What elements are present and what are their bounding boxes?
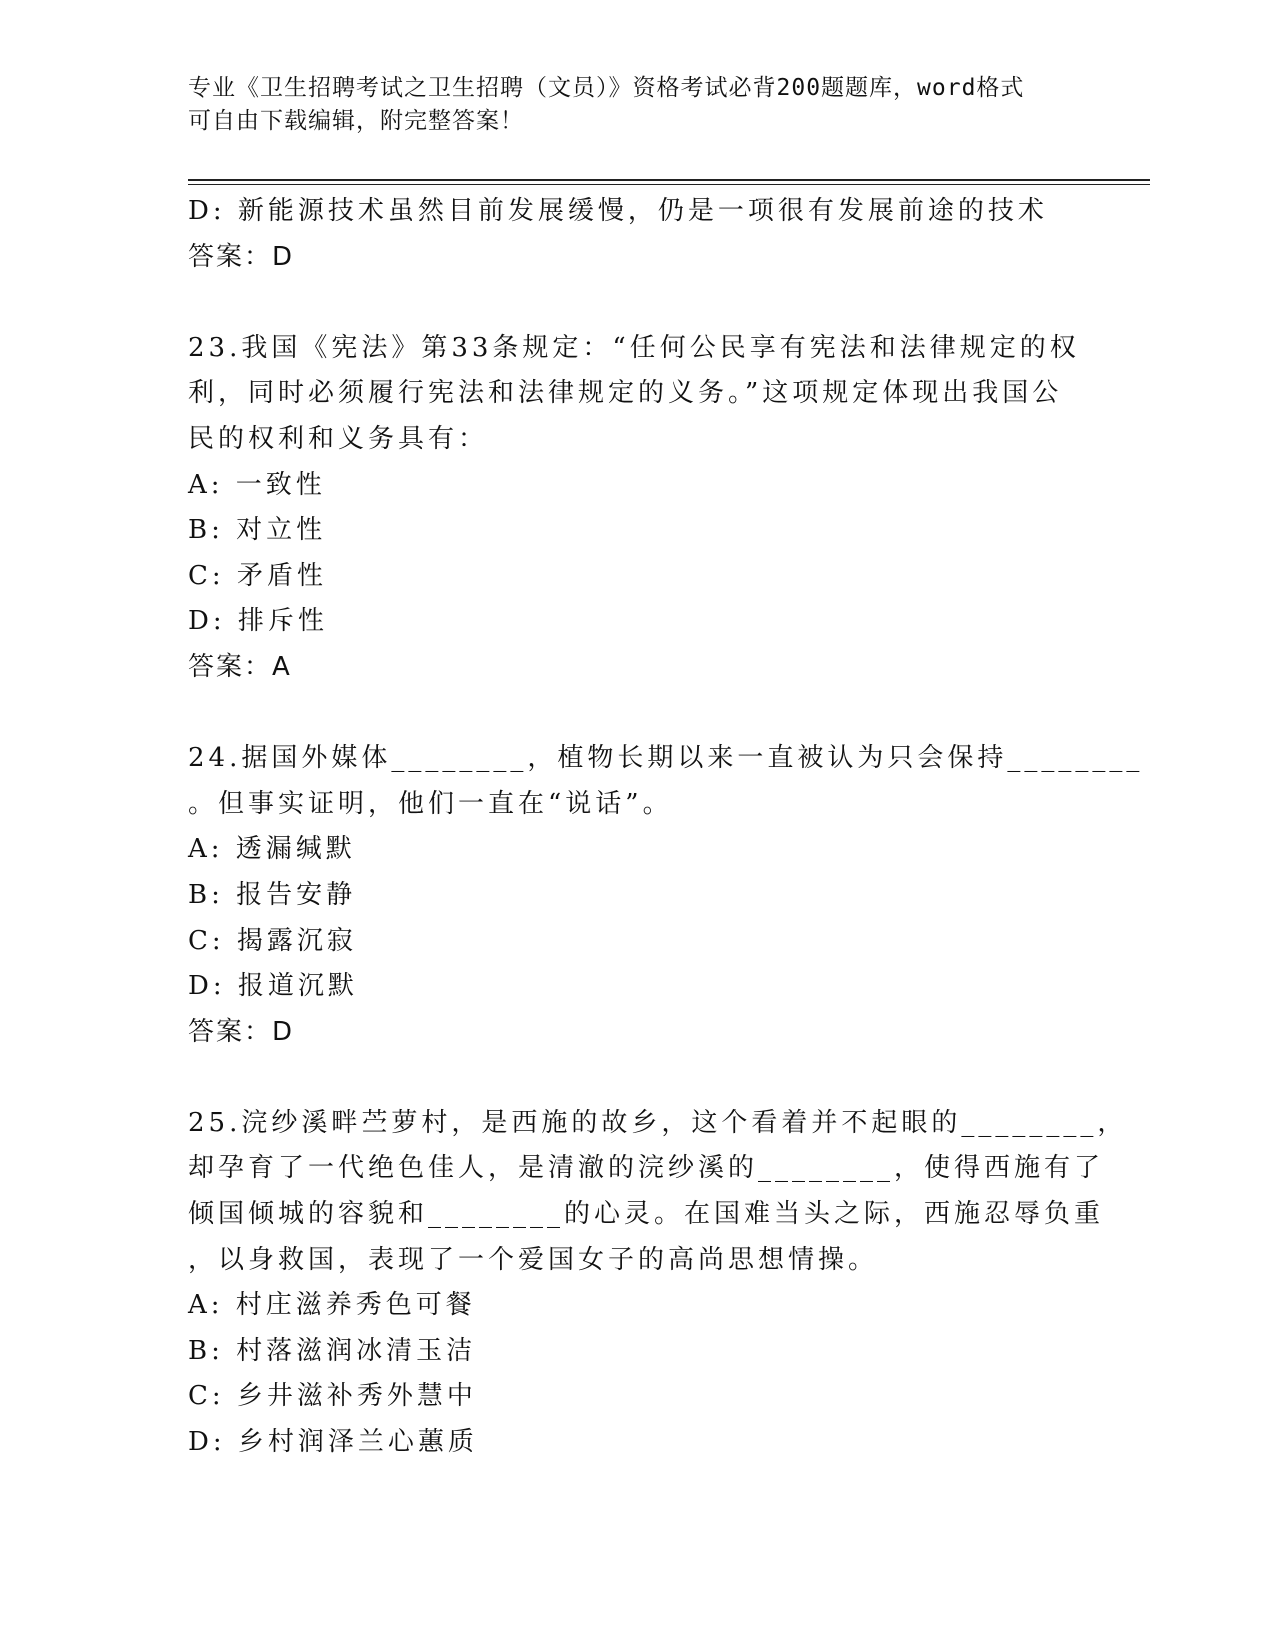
question-24 [188,736,1144,1055]
header-divider-thin [188,184,1150,185]
option-b: B: 报告安静 [188,879,357,910]
question-stem-line: 23.我国《宪法》第33条规定：“任何公民享有宪法和法律规定的权 [188,332,1080,363]
option-d: D: 排斥性 [188,606,328,637]
option-c: C: 揭露沉寂 [188,925,357,956]
document-header [188,72,1068,138]
header-line-2: 可自由下载编辑，附完整答案！ [188,108,524,134]
option-b: B: 对立性 [188,515,327,546]
previous-option-d: D: 新能源技术虽然目前发展缓慢，仍是一项很有发展前途的技术 [188,196,1048,226]
question-stem-line: 民的权利和义务具有： [188,423,489,454]
question-23 [188,326,1088,691]
option-d: D: 报道沉默 [188,971,358,1002]
option-a: A: 透漏缄默 [188,834,356,865]
spacer [188,280,1088,326]
spacer [188,1055,1088,1101]
question-stem-line: ，以身救国，表现了一个爱国女子的高尚思想情操。 [188,1244,879,1275]
header-line-1: 专业《卫生招聘考试之卫生招聘（文员）》资格考试必背200题题库，word格式 [188,75,1025,101]
option-a: A: 一致性 [188,469,326,500]
header-divider-thick [188,179,1150,181]
option-b: B: 村落滋润冰清玉洁 [188,1335,477,1366]
spacer [188,691,1088,737]
question-stem-line: 倾国倾城的容貌和________的心灵。在国难当头之际，西施忍辱负重 [188,1199,1105,1230]
option-a: A: 村庄滋养秀色可餐 [188,1290,476,1321]
previous-answer: 答案：D [188,241,295,272]
option-d: D: 乡村润泽兰心蕙质 [188,1427,478,1458]
document-body [188,189,1144,1466]
question-stem-line: 却孕育了一代绝色佳人，是清澈的浣纱溪的________，使得西施有了 [188,1153,1105,1184]
option-c: C: 乡井滋补秀外慧中 [188,1381,477,1412]
question-25 [188,1101,1128,1466]
option-c: C: 矛盾性 [188,560,327,591]
answer-line: 答案：D [188,1016,295,1047]
question-stem-line: 利，同时必须履行宪法和法律规定的义务。”这项规定体现出我国公 [188,378,1063,409]
question-stem-line: 25.浣纱溪畔苎萝村，是西施的故乡，这个看着并不起眼的________， [188,1107,1128,1138]
answer-line: 答案：A [188,651,292,682]
question-stem-line: 。但事实证明，他们一直在“说话”。 [188,788,673,819]
question-stem-line: 24.据国外媒体________，植物长期以来一直被认为只会保持________ [188,743,1144,774]
